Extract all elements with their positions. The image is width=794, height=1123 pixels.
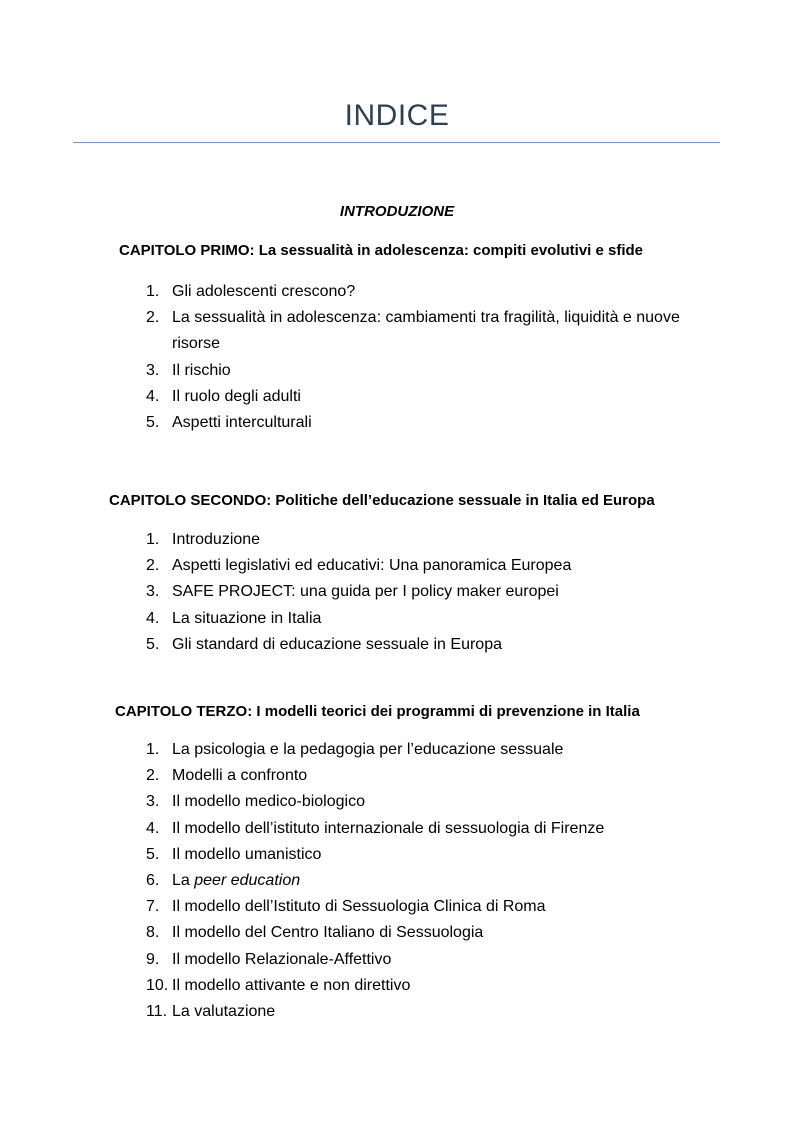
item-number: 9.: [146, 950, 160, 968]
item-text: Gli adolescenti crescono?: [172, 283, 356, 300]
item-number: 5.: [146, 845, 160, 863]
item-text: Il modello umanistico: [172, 845, 322, 863]
list-item: [146, 763, 726, 789]
item-number: 2.: [146, 557, 160, 575]
list-item: [146, 737, 726, 763]
list-item: [146, 868, 726, 894]
chapter-2-label: CAPITOLO SECONDO:: [109, 492, 272, 509]
list-item: [146, 606, 726, 632]
list-item: [146, 527, 726, 553]
list-item: [146, 789, 726, 815]
item-number: 4.: [146, 609, 160, 627]
item-number: 3.: [146, 361, 160, 379]
item-number: 1.: [146, 531, 160, 548]
item-text: Introduzione: [172, 531, 261, 548]
chapter-2-section-list: [146, 527, 726, 658]
chapter-3-label: CAPITOLO TERZO:: [115, 703, 253, 720]
chapter-2-title: Politiche dell’educazione sessuale in Italia ed Europa: [275, 492, 655, 509]
introduction-heading: INTRODUZIONE: [339, 203, 455, 220]
list-item: [146, 947, 726, 973]
list-item: [146, 553, 726, 579]
item-text: Il modello del Centro Italiano di Sessuologia: [172, 924, 484, 942]
list-item: [146, 358, 726, 384]
chapter-3-title: I modelli teorici dei programmi di prevenzione in Italia: [256, 703, 640, 720]
item-number: 6.: [146, 872, 160, 890]
item-number: 3.: [146, 583, 160, 601]
item-text: La psicologia e la pedagogia per l’educazione sessuale: [172, 741, 564, 758]
item-number: 10.: [146, 976, 169, 994]
list-item: [146, 999, 726, 1025]
chapter-2-heading: [109, 491, 655, 511]
item-text: Il modello attivante e non direttivo: [172, 976, 411, 994]
item-text-prefix: La: [172, 872, 190, 890]
title-underline: [73, 142, 720, 143]
item-number: 8.: [146, 924, 160, 942]
chapter-1-title: La sessualità in adolescenza: compiti evolutivi e sfide: [258, 242, 644, 259]
item-text: Il modello Relazionale-Affettivo: [172, 950, 392, 968]
page-title: INDICE: [344, 99, 450, 132]
chapter-3-section-list: [146, 737, 726, 1025]
item-text: Modelli a confronto: [172, 767, 308, 785]
item-text: La sessualità in adolescenza: cambiamenti tra fragilità, liquidità e nuove risorse: [172, 309, 680, 353]
item-number: 2.: [146, 767, 160, 785]
list-item: [146, 842, 726, 868]
item-number: 2.: [146, 309, 160, 327]
item-text: Il modello dell’Istituto di Sessuologia Clinica di Roma: [172, 898, 546, 916]
item-text-emphasis: peer education: [194, 872, 301, 890]
item-text: Gli standard di educazione sessuale in Europa: [172, 635, 502, 653]
item-number: 3.: [146, 793, 160, 811]
item-number: 4.: [146, 819, 160, 837]
item-text: SAFE PROJECT: una guida per I policy maker europei: [172, 583, 559, 601]
item-number: 11.: [146, 1003, 168, 1021]
item-text: La valutazione: [172, 1003, 276, 1021]
list-item: [146, 632, 726, 658]
list-item: [146, 894, 726, 920]
item-text: Il ruolo degli adulti: [172, 387, 301, 405]
list-item: [146, 305, 726, 357]
list-item: [146, 384, 726, 410]
list-item: [146, 816, 726, 842]
item-text: Aspetti interculturali: [172, 414, 312, 432]
item-text: Il rischio: [172, 361, 231, 379]
list-item: [146, 410, 726, 436]
item-text: [172, 872, 300, 889]
chapter-1-label: CAPITOLO PRIMO:: [119, 242, 255, 259]
list-item: [146, 920, 726, 946]
item-text: Il modello dell’istituto internazionale di sessuologia di Firenze: [172, 819, 605, 837]
item-text: La situazione in Italia: [172, 609, 322, 627]
list-item: [146, 579, 726, 605]
list-item: [146, 973, 726, 999]
chapter-3-heading: [115, 702, 640, 722]
chapter-1-heading: [119, 241, 643, 261]
item-number: 1.: [146, 283, 160, 300]
item-number: 5.: [146, 635, 160, 653]
item-number: 7.: [146, 898, 160, 916]
list-item: [146, 279, 726, 305]
item-text: Il modello medico-biologico: [172, 793, 365, 811]
chapter-1-section-list: [146, 279, 726, 436]
item-number: 1.: [146, 741, 160, 758]
item-number: 4.: [146, 387, 160, 405]
item-text: Aspetti legislativi ed educativi: Una panoramica Europea: [172, 557, 572, 575]
item-number: 5.: [146, 414, 160, 432]
